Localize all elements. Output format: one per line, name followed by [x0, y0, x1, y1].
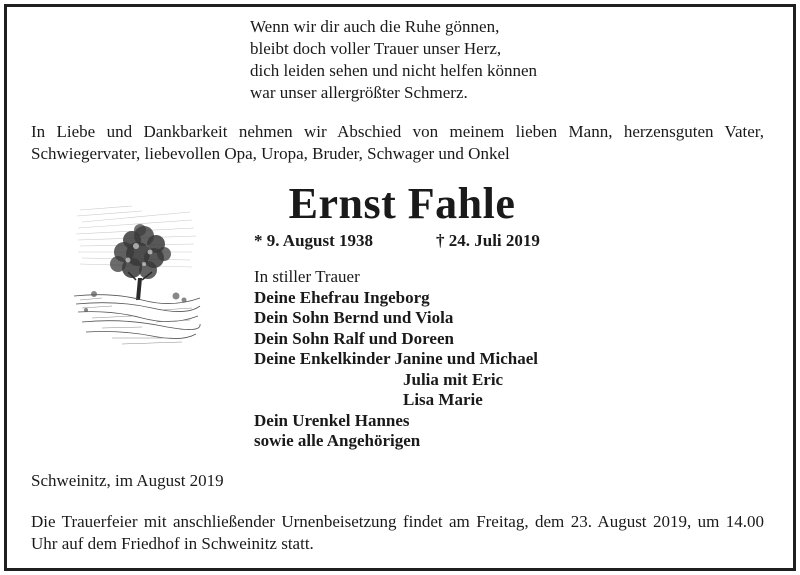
- mourner-line: Dein Urenkel Hannes: [254, 410, 410, 430]
- poem: [250, 16, 537, 104]
- poem-line: dich leiden sehen und nicht helfen können: [250, 61, 538, 80]
- mourners-heading: In stiller Trauer: [254, 267, 360, 286]
- service-info: Die Trauerfeier mit anschließender Urnenbeisetzung findet am Freitag, dem 23. August 2019, um 14.00 Uhr auf dem Friedhof in Schweinitz statt.: [31, 512, 764, 553]
- birth-date: * 9. August 1938: [254, 231, 374, 250]
- poem-line: bleibt doch voller Trauer unser Herz,: [250, 39, 502, 58]
- place-date: Schweinitz, im August 2019: [31, 471, 224, 490]
- mourner-line: sowie alle Angehörigen: [254, 431, 421, 450]
- mourner-line: Lisa Marie: [403, 390, 483, 409]
- death-date: † 24. Juli 2019: [436, 231, 540, 250]
- mourner-line: Dein Sohn Ralf und Doreen: [254, 328, 454, 348]
- poem-line: Wenn wir dir auch die Ruhe gönnen,: [250, 17, 500, 36]
- tree-landscape-sketch-icon: [72, 200, 202, 350]
- mourner-line: Julia mit Eric: [403, 369, 504, 389]
- mourner-line: Deine Enkelkinder Janine und Michael: [254, 349, 539, 368]
- deceased-name: Ernst Fahle: [288, 179, 516, 228]
- poem-line: war unser allergrößter Schmerz.: [250, 83, 468, 102]
- mourner-line: Deine Ehefrau Ingeborg: [254, 287, 430, 307]
- intro-text: In Liebe und Dankbarkeit nehmen wir Abschied von meinem lieben Mann, herzensguten Vater, Schwiegervater, liebevollen Opa, Uropa, Bruder, Schwager und Onkel: [31, 122, 764, 163]
- mourners-list: [254, 267, 538, 452]
- mourner-line: Dein Sohn Bernd und Viola: [254, 308, 454, 327]
